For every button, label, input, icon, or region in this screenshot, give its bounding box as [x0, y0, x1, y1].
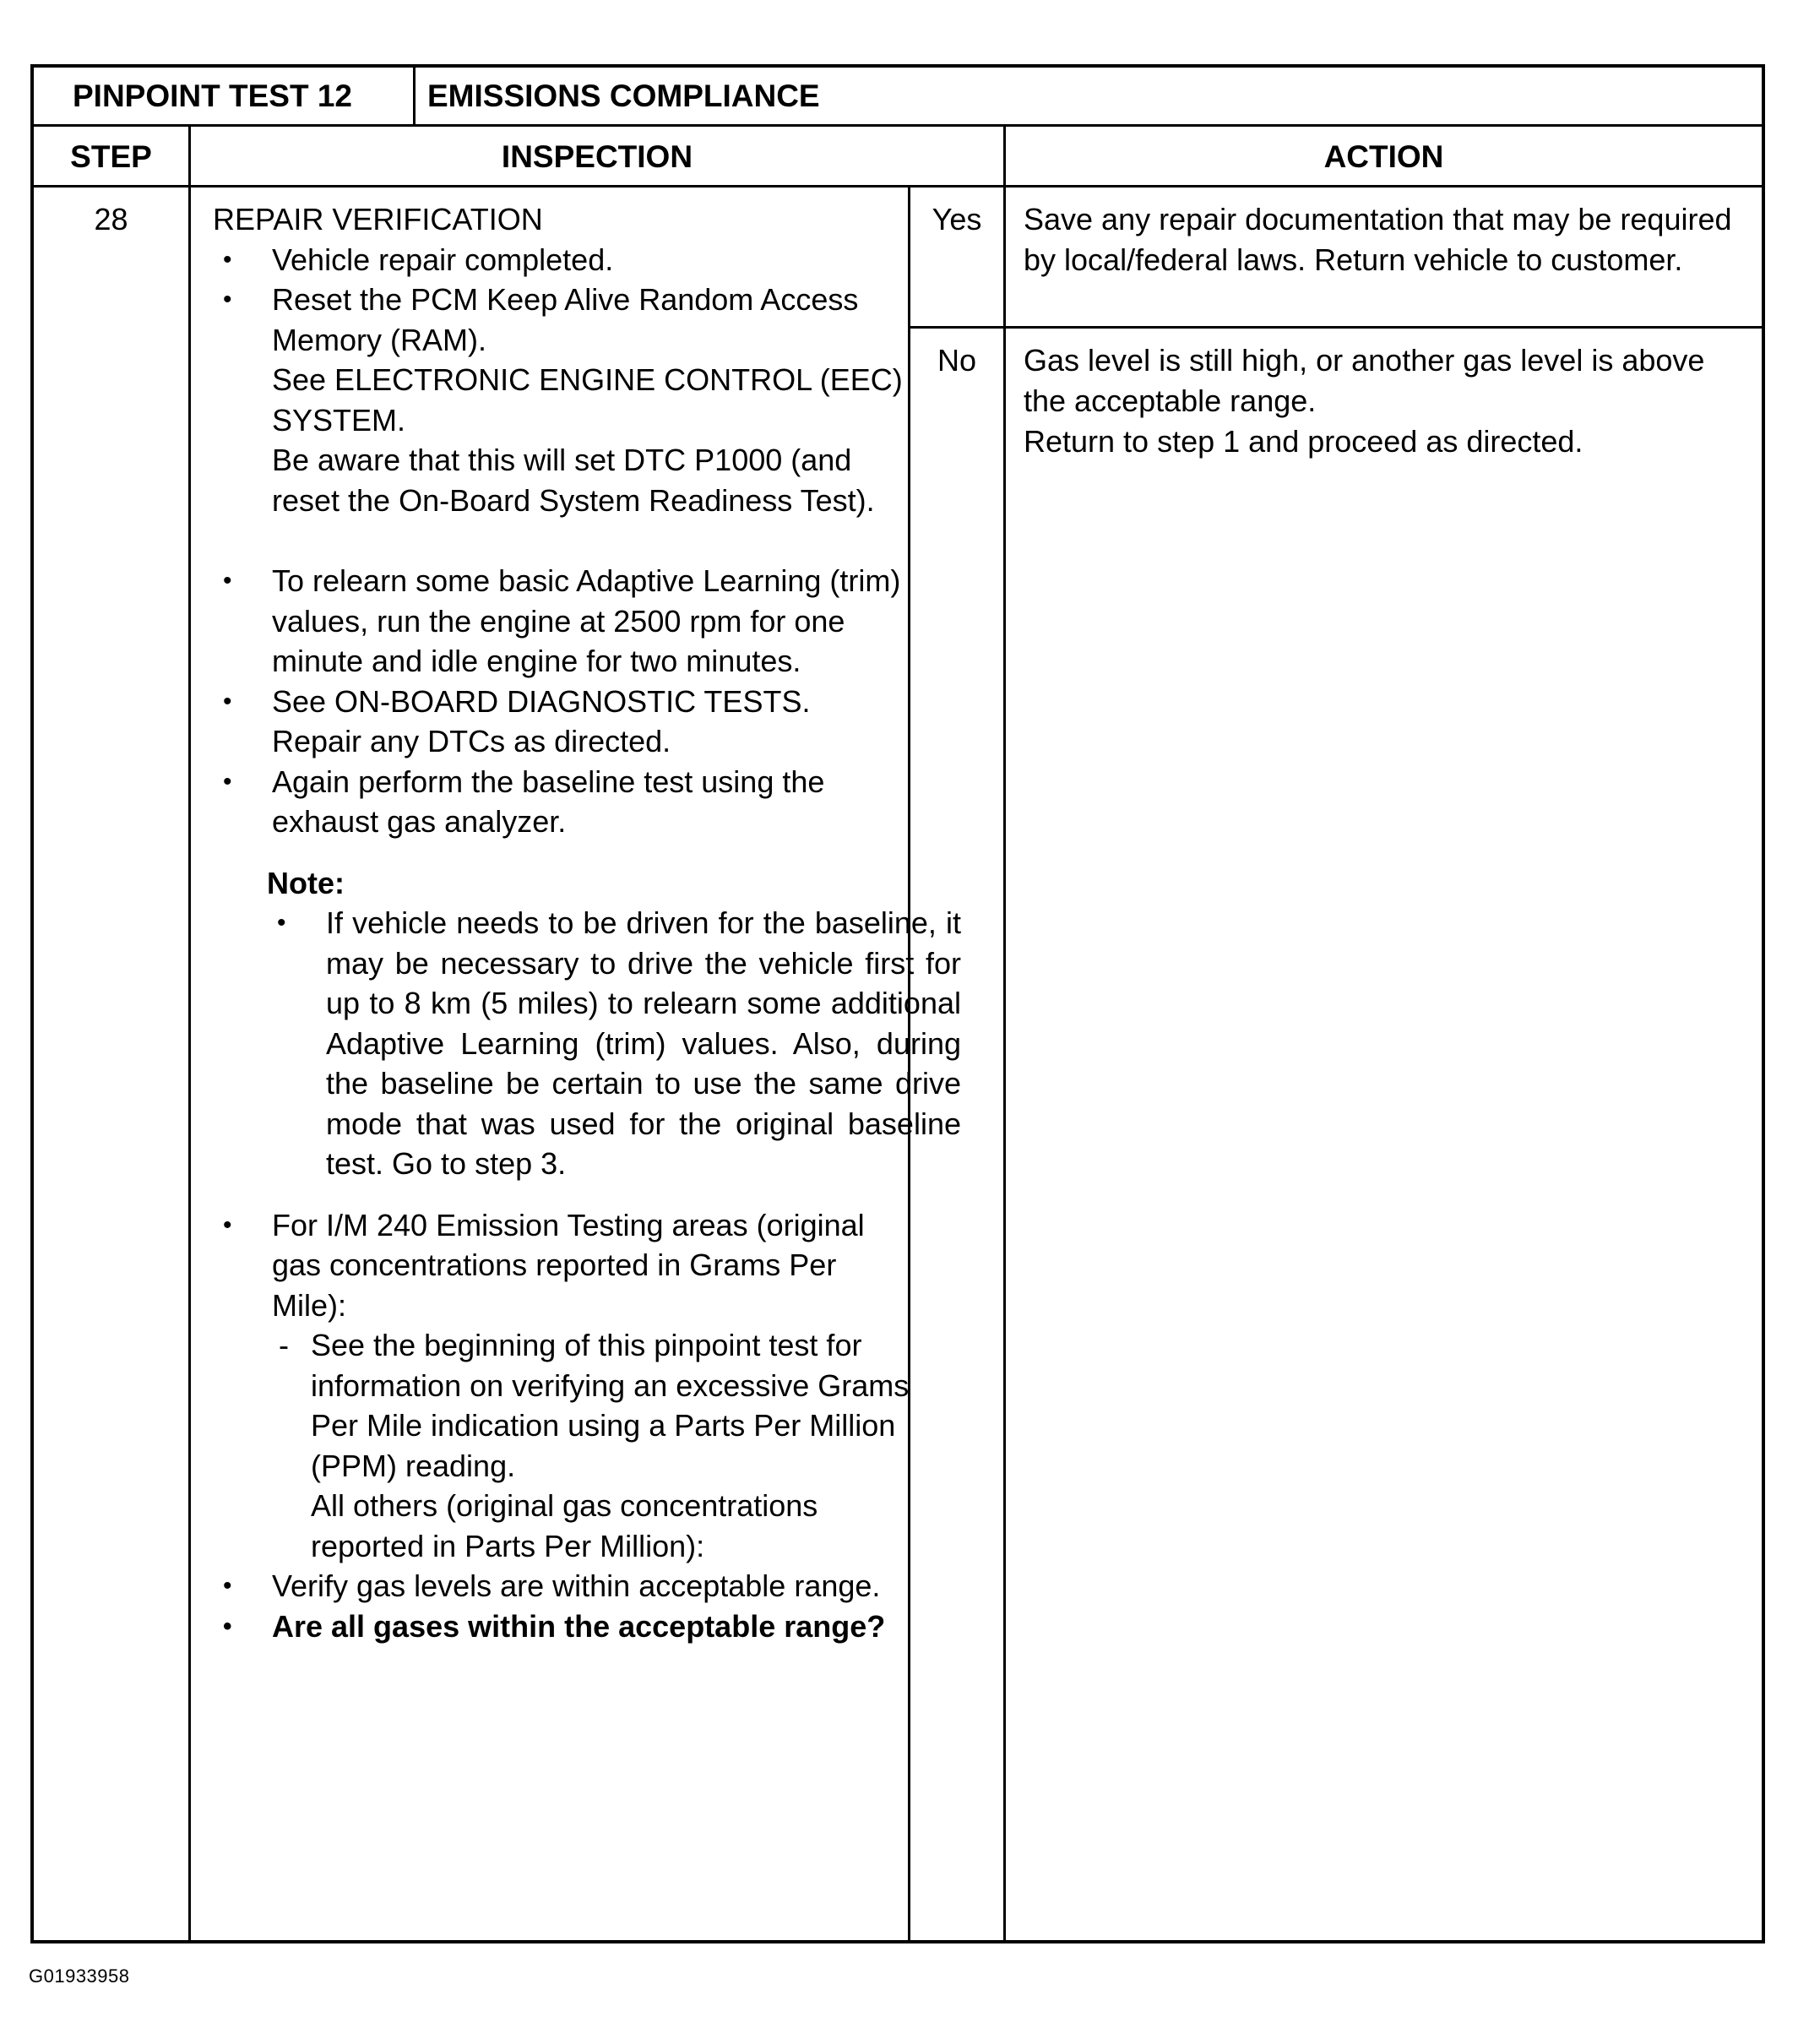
no-action-line: Return to step 1 and proceed as directed. — [1024, 424, 1583, 459]
inspection-item-verify-levels — [213, 1566, 914, 1606]
column-header-action: ACTION — [1323, 139, 1444, 174]
inspection-subitem-all-others: All others (original gas concentrations reported in Parts Per Million): — [311, 1488, 818, 1563]
header-divider-line — [34, 124, 1762, 127]
yes-label: Yes — [932, 202, 982, 236]
inspection-question-text: Are all gases within the acceptable range? — [272, 1608, 886, 1644]
column-header-step: STEP — [70, 139, 152, 174]
inspection-item-text: Repair any DTCs as directed. — [272, 724, 671, 758]
inspection-item-repair-completed — [213, 240, 914, 280]
inspection-item-baseline-test — [213, 762, 914, 842]
inspection-column-divider-line — [1003, 124, 1006, 1940]
inspection-subitem-ppm: - See the beginning of this pinpoint test for information on verifying an excessive Grams Per Mile indication using a Parts Per Million (PPM) reading. — [213, 1325, 914, 1486]
inspection-item-text: Vehicle repair completed. — [272, 242, 614, 277]
no-action-line: Gas level is still high, or another gas level is above the acceptable range. — [1024, 343, 1705, 418]
no-action — [1024, 340, 1746, 462]
pinpoint-test-table — [30, 64, 1765, 1943]
inspection-item-im240 — [213, 1205, 914, 1326]
inspection-item-relearn — [213, 561, 914, 682]
note-label: Note: — [267, 865, 345, 900]
column-header-inspection: INSPECTION — [501, 139, 693, 174]
spacer — [213, 520, 914, 561]
title-divider-line — [413, 68, 416, 125]
test-label: PINPOINT TEST 12 — [73, 79, 353, 113]
inspection-item-text: To relearn some basic Adaptive Learning (trim) values, run the engine at 2500 rpm for one minute and idle engine for two minutes. — [272, 563, 901, 678]
inspection-item-text: • Reset the PCM Keep Alive Random Access Memory (RAM). — [272, 282, 859, 357]
yes-no-divider-line — [908, 326, 1762, 329]
yes-action: Save any repair documentation that may be required by local/federal laws. Return vehicle to customer. — [1024, 202, 1732, 277]
inspection-title: REPAIR VERIFICATION — [213, 202, 543, 236]
test-title: EMISSIONS COMPLIANCE — [427, 79, 820, 113]
spacer — [213, 1184, 914, 1205]
inspection-item-text: Verify gas levels are within acceptable range. — [272, 1568, 881, 1603]
inspection-list — [213, 240, 961, 1647]
spacer — [213, 842, 914, 863]
figure-id: G01933958 — [29, 1965, 130, 1987]
inspection-item-text: Again perform the baseline test using the exhaust gas analyzer. — [272, 764, 825, 839]
step-column-divider-line — [188, 124, 191, 1940]
note-text: • If vehicle needs to be driven for the baseline, it may be necessary to drive the vehicle first for up to 8 km (5 miles) to relearn some additional Adaptive Learning (trim) values. Also, during the baseline be certain to use the same drive mode that was used for the original baseline test. Go to step 3. — [213, 903, 961, 1184]
inspection-item-text: Be aware that this will set DTC P1000 (and reset the On-Board System Readiness Test). — [272, 443, 875, 518]
no-label: No — [937, 343, 977, 378]
inspection-item-reset-pcm — [213, 280, 914, 520]
step-number: 28 — [94, 202, 128, 236]
inspection-item-text: For I/M 240 Emission Testing areas (original gas concentrations reported in Grams Per Mile): — [272, 1207, 865, 1323]
inspection-item-text: • See ON-BOARD DIAGNOSTIC TESTS. — [272, 683, 811, 719]
inspection-item-text: See ELECTRONIC ENGINE CONTROL (EEC) SYSTEM. — [272, 362, 903, 438]
inspection-question — [213, 1606, 914, 1647]
column-header-divider-line — [34, 185, 1762, 188]
inspection-item-obd-tests — [213, 682, 914, 762]
